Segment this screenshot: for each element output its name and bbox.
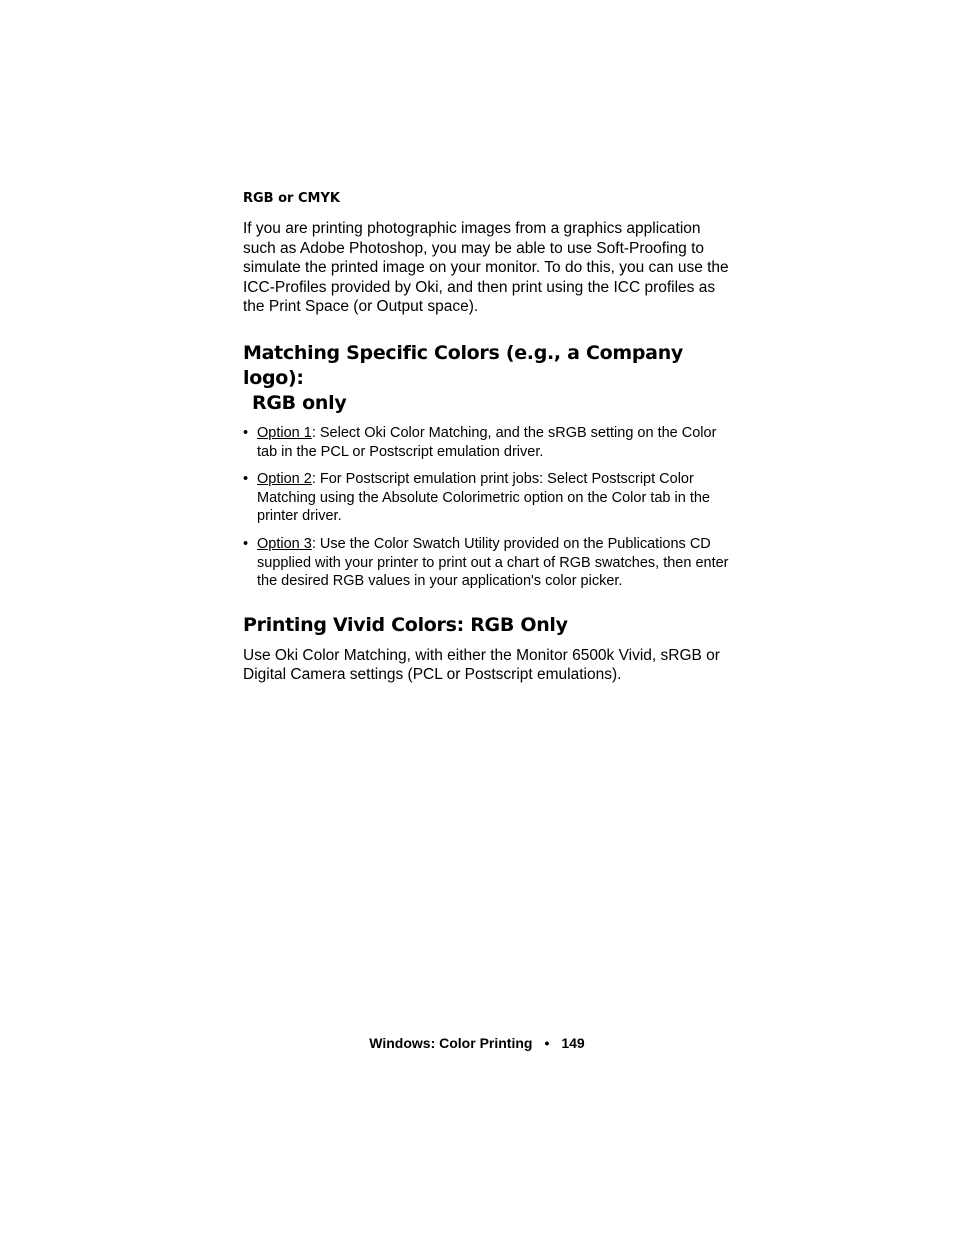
rgb-cmyk-heading: RGB or CMYK (243, 191, 340, 206)
bullet: • (243, 471, 249, 488)
vivid-colors-heading: Printing Vivid Colors: RGB Only (243, 613, 568, 636)
option-3-text: : Use the Color Swatch Utility provided on the Publications CD supplied with your printer to print out a chart of RGB swatches, then enter the desired RGB values in your application's color picker. (257, 535, 729, 590)
options-list (243, 424, 733, 591)
option-2-text: : For Postscript emulation print jobs: Select Postscript Color Matching using the Absolute Colorimetric option on the Color tab in the printer driver. (257, 471, 710, 525)
rgb-cmyk-paragraph: If you are printing photographic images from a graphics application such as Adobe Photoshop, you may be able to use Soft-Proofing to simulate the printed image on your monitor. To do this, you can use the ICC-Profiles provided by Oki, and then print using the ICC profiles as the Print Space (or Output space). (243, 220, 729, 316)
option-1-text: : Select Oki Color Matching, and the sRGB setting on the Color tab in the PCL or Postscript emulation driver. (257, 424, 717, 460)
vivid-colors-paragraph: Use Oki Color Matching, with either the Monitor 6500k Vivid, sRGB or Digital Camera settings (PCL or Postscript emulations). (243, 646, 720, 684)
bullet: • (243, 424, 249, 441)
footer-chapter: Windows: Color Printing (369, 1035, 533, 1051)
page-content (243, 189, 733, 685)
page-number: 149 (561, 1035, 585, 1051)
matching-colors-heading-line2: RGB only (252, 391, 347, 414)
bullet: • (243, 535, 249, 552)
page-footer (0, 1034, 954, 1052)
list-item (243, 424, 733, 461)
list-item (243, 470, 733, 526)
list-item (243, 535, 733, 591)
option-3-label: Option 3 (257, 535, 312, 552)
matching-colors-heading-line1: Matching Specific Colors (e.g., a Company logo): (243, 341, 684, 389)
matching-colors-heading (243, 341, 733, 416)
option-1-label: Option 1 (257, 424, 312, 441)
option-2-label: Option 2 (257, 471, 312, 488)
footer-separator: • (544, 1035, 550, 1051)
